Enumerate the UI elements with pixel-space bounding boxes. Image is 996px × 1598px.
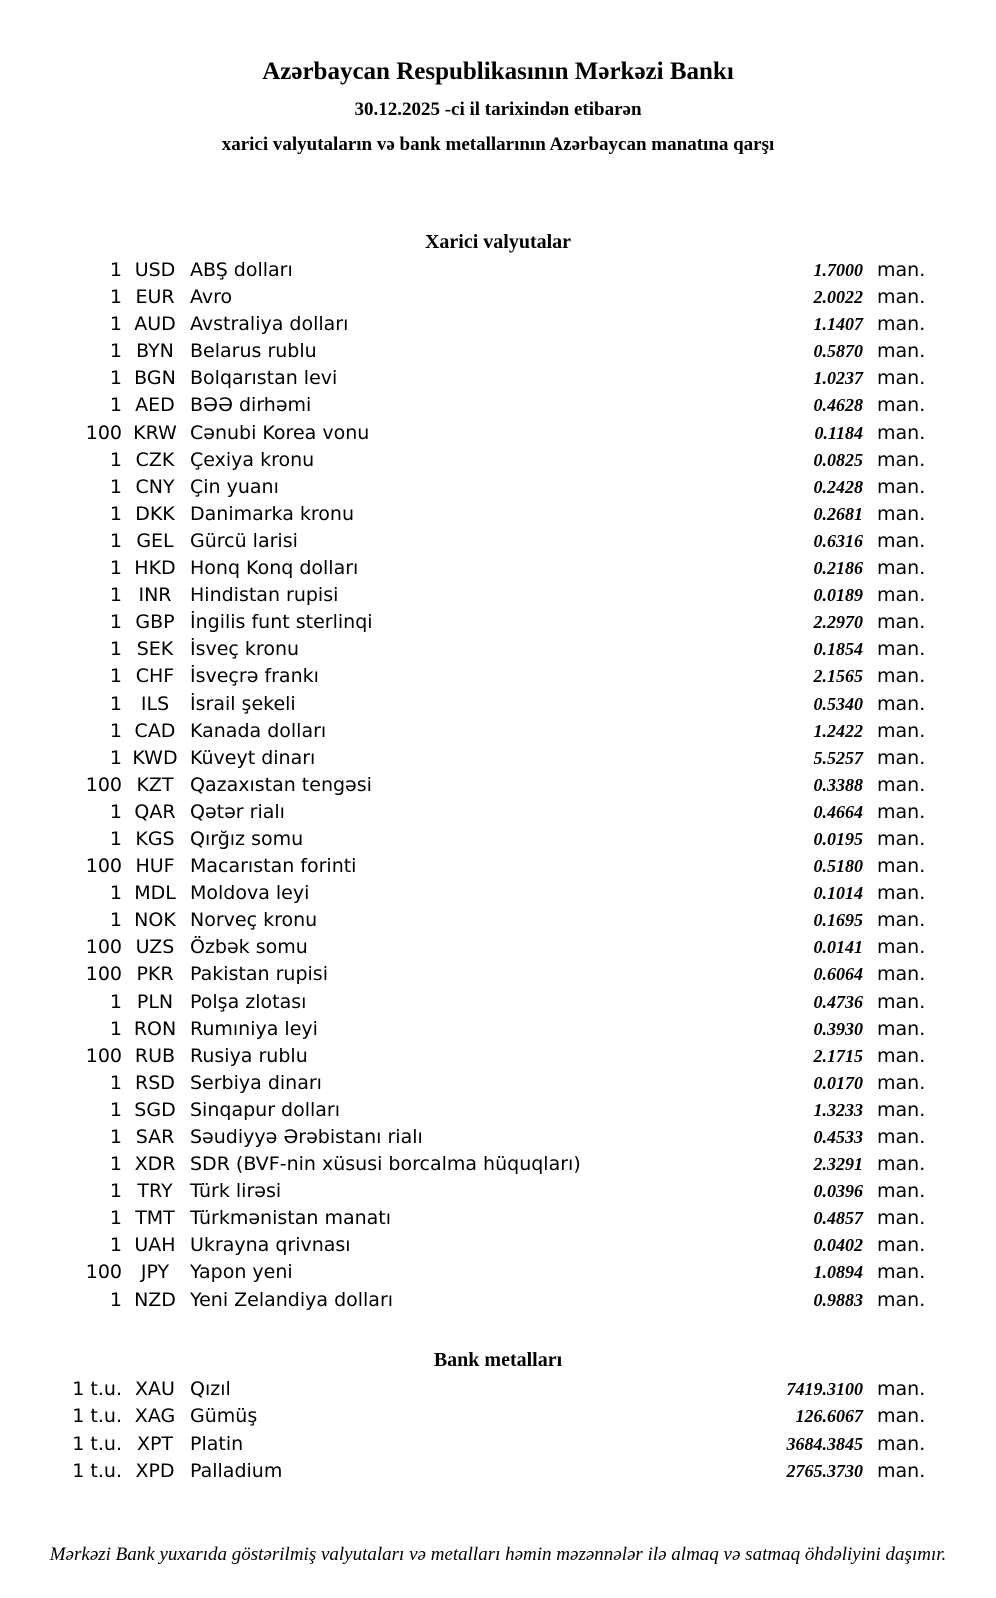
- currency-name: SDR (BVF-nin xüsusi borcalma hüquqları): [190, 1153, 581, 1176]
- currency-rate: 0.1184: [814, 422, 863, 443]
- currency-row: [0, 392, 996, 419]
- currency-rate: 0.2186: [813, 558, 863, 579]
- currency-quantity: 1: [109, 882, 122, 905]
- currency-quantity: 1: [109, 367, 122, 390]
- currency-quantity: 1: [109, 827, 122, 850]
- metal-rate: 2765.3730: [786, 1460, 863, 1481]
- currency-quantity: 1: [109, 259, 122, 281]
- currency-unit-label: man.: [877, 313, 926, 336]
- currency-name: Cənubi Korea vonu: [190, 421, 370, 444]
- currency-name: Küveyt dinarı: [190, 746, 316, 769]
- currency-row: [0, 1205, 996, 1232]
- currency-rate: 1.2422: [813, 720, 863, 741]
- currency-name: Qətər rialı: [190, 800, 285, 823]
- currency-unit-label: man.: [877, 421, 926, 444]
- currency-code: CNY: [135, 475, 175, 498]
- currency-row: [0, 311, 996, 338]
- currency-code: HUF: [135, 855, 175, 878]
- currency-quantity: 100: [85, 1044, 122, 1067]
- page-title: Azərbaycan Respublikasının Mərkəzi Bankı: [262, 58, 734, 85]
- currency-rate: 1.1407: [813, 314, 863, 335]
- currency-name: Polşa zlotası: [190, 990, 307, 1013]
- currency-unit-label: man.: [877, 1180, 926, 1203]
- currency-row: [0, 1287, 996, 1314]
- metal-quantity: 1 t.u.: [72, 1459, 122, 1482]
- currency-code: TMT: [135, 1207, 175, 1230]
- metal-quantity: 1 t.u.: [72, 1378, 122, 1400]
- currency-row: [0, 1070, 996, 1097]
- currency-row: [0, 1178, 996, 1205]
- currency-rate: 0.1854: [813, 639, 863, 660]
- currency-unit-label: man.: [877, 611, 926, 634]
- currency-code: PKR: [136, 963, 174, 986]
- currency-unit-label: man.: [877, 340, 926, 363]
- currency-rate: 0.4857: [813, 1208, 863, 1229]
- currency-code: DKK: [135, 502, 175, 525]
- metal-unit-label: man.: [877, 1459, 926, 1482]
- currency-rate: 0.3930: [813, 1018, 863, 1039]
- currency-code: KZT: [136, 773, 174, 796]
- currency-row: [0, 934, 996, 961]
- currency-name: Bolqarıstan levi: [190, 367, 338, 390]
- currency-row: [0, 257, 996, 284]
- currency-row: [0, 826, 996, 853]
- currency-code: SEK: [136, 638, 174, 661]
- currency-rate: 0.0141: [813, 937, 863, 958]
- currency-code: UAH: [134, 1234, 176, 1257]
- currency-quantity: 1: [109, 448, 122, 471]
- currency-quantity: 100: [85, 936, 122, 959]
- currency-name: Özbək somu: [190, 936, 308, 959]
- currency-name: Danimarka kronu: [190, 502, 355, 525]
- metals-table: [0, 1376, 996, 1485]
- currency-row: [0, 420, 996, 447]
- currency-code: HKD: [134, 557, 176, 580]
- currency-name: Avstraliya dolları: [190, 313, 349, 336]
- currency-unit-label: man.: [877, 773, 926, 796]
- currency-rate: 0.0189: [813, 585, 863, 606]
- currency-rate: 0.1014: [813, 883, 863, 904]
- currency-rate: 0.3388: [813, 774, 863, 795]
- currency-rate: 0.4736: [813, 991, 863, 1012]
- metal-quantity: 1 t.u.: [72, 1432, 122, 1455]
- currency-quantity: 1: [109, 340, 122, 363]
- currency-rate: 0.1695: [813, 910, 863, 931]
- currency-unit-label: man.: [877, 286, 926, 309]
- currency-row: [0, 691, 996, 718]
- currency-unit-label: man.: [877, 475, 926, 498]
- currency-code: TRY: [137, 1180, 173, 1203]
- currency-code: ILS: [140, 692, 170, 715]
- currency-unit-label: man.: [877, 1234, 926, 1257]
- currency-name: Türk lirəsi: [190, 1180, 282, 1203]
- currency-rate: 0.5180: [813, 856, 863, 877]
- metal-name: Platin: [190, 1432, 244, 1455]
- currency-quantity: 1: [109, 557, 122, 580]
- currency-code: GEL: [136, 529, 174, 552]
- currency-code: MDL: [134, 882, 176, 905]
- currency-name: Gürcü larisi: [190, 529, 298, 552]
- currency-unit-label: man.: [877, 1153, 926, 1176]
- currency-unit-label: man.: [877, 529, 926, 552]
- currency-name: Yapon yeni: [190, 1261, 293, 1284]
- currency-name: Belarus rublu: [190, 340, 317, 363]
- metal-name: Palladium: [190, 1459, 283, 1482]
- page-subtitle: xarici valyutaların və bank metallarının Azərbaycan manatına qarşı: [221, 134, 775, 155]
- currency-name: Səudiyyə Ərəbistanı rialı: [190, 1126, 423, 1148]
- currency-name: Sinqapur dolları: [190, 1098, 341, 1121]
- currency-quantity: 100: [85, 421, 122, 444]
- currency-unit-label: man.: [877, 502, 926, 525]
- currency-quantity: 1: [109, 394, 122, 417]
- currency-quantity: 100: [85, 1261, 122, 1284]
- currency-rate: 0.2428: [813, 476, 863, 497]
- currency-code: KWD: [132, 746, 178, 769]
- currency-row: [0, 853, 996, 880]
- metal-rate: 126.6067: [795, 1406, 863, 1427]
- currency-quantity: 1: [109, 1126, 122, 1148]
- metal-row: [0, 1376, 996, 1403]
- currency-unit-label: man.: [877, 990, 926, 1013]
- currency-unit-label: man.: [877, 1288, 926, 1311]
- currency-quantity: 1: [109, 909, 122, 932]
- currency-rate: 0.5340: [813, 693, 863, 714]
- disclaimer-note: Mərkəzi Bank yuxarıda göstərilmiş valyutaları və metalları həmin məzənnələr ilə almaq və satmaq öhdəliyini daşımır.: [49, 1544, 947, 1565]
- currency-table: [0, 257, 996, 1314]
- currency-name: Ukrayna qrivnası: [190, 1234, 351, 1257]
- currency-quantity: 1: [109, 1180, 122, 1203]
- currency-rate: 2.2970: [813, 612, 863, 633]
- currency-unit-label: man.: [877, 557, 926, 580]
- currency-rate: 0.0170: [813, 1072, 863, 1093]
- currency-row: [0, 745, 996, 772]
- currency-row: [0, 609, 996, 636]
- currency-rate: 1.3233: [813, 1099, 863, 1120]
- currency-code: NZD: [134, 1288, 176, 1311]
- currency-quantity: 1: [109, 1288, 122, 1311]
- currency-quantity: 1: [109, 286, 122, 309]
- currency-quantity: 1: [109, 746, 122, 769]
- currency-unit-label: man.: [877, 746, 926, 769]
- currency-code: INR: [138, 584, 172, 607]
- currency-row: [0, 582, 996, 609]
- currency-code: GBP: [135, 611, 175, 634]
- currency-row: [0, 636, 996, 663]
- currency-row: [0, 365, 996, 392]
- currency-row: [0, 1124, 996, 1151]
- metal-row: [0, 1431, 996, 1458]
- currency-name: İngilis funt sterlinqi: [190, 611, 373, 634]
- currency-unit-label: man.: [877, 1071, 926, 1094]
- currency-unit-label: man.: [877, 719, 926, 742]
- currency-unit-label: man.: [877, 1044, 926, 1067]
- currency-code: RON: [133, 1017, 177, 1040]
- currency-name: ABŞ dolları: [190, 259, 293, 281]
- currency-name: Rumıniya leyi: [190, 1017, 318, 1040]
- metal-unit-label: man.: [877, 1405, 926, 1428]
- currency-code: BGN: [134, 367, 176, 390]
- currency-rate: 2.0022: [813, 287, 863, 308]
- currency-name: Moldova leyi: [190, 882, 310, 905]
- currency-unit-label: man.: [877, 882, 926, 905]
- currency-row: [0, 880, 996, 907]
- currency-code: PLN: [136, 990, 174, 1013]
- currency-quantity: 1: [109, 638, 122, 661]
- currency-quantity: 1: [109, 475, 122, 498]
- currency-code: RSD: [135, 1071, 175, 1094]
- currency-quantity: 1: [109, 611, 122, 634]
- currency-row: [0, 1259, 996, 1286]
- effective-date-line: 30.12.2025 -ci il tarixindən etibarən: [354, 99, 642, 120]
- currency-quantity: 1: [109, 1207, 122, 1230]
- currency-name: Honq Konq dolları: [190, 557, 359, 580]
- currency-code: QAR: [134, 800, 176, 823]
- currency-row: [0, 284, 996, 311]
- currency-unit-label: man.: [877, 259, 926, 281]
- metal-name: Qızıl: [190, 1378, 231, 1400]
- currency-row: [0, 772, 996, 799]
- metal-row: [0, 1458, 996, 1485]
- currency-rate: 0.6316: [813, 530, 863, 551]
- currency-unit-label: man.: [877, 1017, 926, 1040]
- currency-row: [0, 528, 996, 555]
- currency-rate: 0.6064: [813, 964, 863, 985]
- currency-name: Türkmənistan manatı: [190, 1207, 392, 1230]
- currency-name: Pakistan rupisi: [190, 963, 328, 986]
- currency-row: [0, 989, 996, 1016]
- currency-quantity: 1: [109, 990, 122, 1013]
- currency-unit-label: man.: [877, 1126, 926, 1148]
- currency-code: UZS: [135, 936, 175, 959]
- currency-name: İsveç kronu: [190, 638, 300, 661]
- currency-quantity: 1: [109, 719, 122, 742]
- currency-code: SAR: [135, 1126, 175, 1148]
- currency-name: Hindistan rupisi: [190, 584, 339, 607]
- currency-unit-label: man.: [877, 855, 926, 878]
- currency-name: Rusiya rublu: [190, 1044, 308, 1067]
- currency-row: [0, 799, 996, 826]
- currency-unit-label: man.: [877, 367, 926, 390]
- currencies-section-title: Xarici valyutalar: [424, 231, 572, 253]
- currency-rate: 1.0237: [813, 368, 863, 389]
- currency-rate: 0.0195: [813, 828, 863, 849]
- metals-section-title: Bank metalları: [433, 1349, 563, 1371]
- currency-name: Kanada dolları: [190, 719, 327, 742]
- currency-rate: 0.0396: [813, 1181, 863, 1202]
- currency-quantity: 1: [109, 665, 122, 688]
- currency-rate: 2.1715: [813, 1045, 863, 1066]
- currency-code: USD: [134, 259, 176, 281]
- currency-code: CAD: [134, 719, 176, 742]
- currency-row: [0, 1016, 996, 1043]
- currency-rate: 0.4628: [813, 395, 863, 416]
- currency-quantity: 1: [109, 502, 122, 525]
- currency-unit-label: man.: [877, 827, 926, 850]
- currency-quantity: 1: [109, 529, 122, 552]
- currency-quantity: 1: [109, 1071, 122, 1094]
- currency-name: Qırğız somu: [190, 827, 304, 850]
- metal-unit-label: man.: [877, 1432, 926, 1455]
- currency-name: Norveç kronu: [190, 909, 318, 932]
- currency-rate: 2.3291: [813, 1154, 863, 1175]
- currency-name: Yeni Zelandiya dolları: [190, 1288, 394, 1311]
- metal-code: XAU: [135, 1378, 175, 1400]
- currency-code: SGD: [134, 1098, 176, 1121]
- currency-rate: 0.9883: [813, 1289, 863, 1310]
- metal-code: XPT: [136, 1432, 174, 1455]
- currency-quantity: 1: [109, 800, 122, 823]
- currency-unit-label: man.: [877, 665, 926, 688]
- metal-unit-label: man.: [877, 1378, 926, 1400]
- currency-rate: 2.1565: [813, 666, 863, 687]
- currency-name: Avro: [190, 286, 233, 309]
- currency-row: [0, 555, 996, 582]
- currency-name: Çin yuanı: [190, 475, 279, 498]
- currency-code: KGS: [135, 827, 175, 850]
- currency-row: [0, 961, 996, 988]
- currency-code: AED: [135, 394, 175, 417]
- currency-unit-label: man.: [877, 1098, 926, 1121]
- currency-row: [0, 663, 996, 690]
- currency-code: JPY: [140, 1261, 170, 1284]
- currency-quantity: 1: [109, 313, 122, 336]
- currency-rate: 0.0825: [813, 449, 863, 470]
- currency-row: [0, 338, 996, 365]
- currency-rate: 0.2681: [813, 503, 863, 524]
- currency-rate: 0.0402: [813, 1235, 863, 1256]
- metal-code: XPD: [135, 1459, 175, 1482]
- currency-name: Çexiya kronu: [190, 448, 315, 471]
- currency-unit-label: man.: [877, 584, 926, 607]
- currency-rate: 5.5257: [813, 747, 863, 768]
- currency-code: AUD: [134, 313, 176, 336]
- currency-row: [0, 1151, 996, 1178]
- currency-row: [0, 1232, 996, 1259]
- metal-rate: 3684.3845: [786, 1433, 863, 1454]
- currency-quantity: 1: [109, 692, 122, 715]
- currency-code: CZK: [135, 448, 175, 471]
- currency-quantity: 100: [85, 963, 122, 986]
- currency-code: RUB: [134, 1044, 176, 1067]
- currency-unit-label: man.: [877, 448, 926, 471]
- currency-row: [0, 1097, 996, 1124]
- metal-code: XAG: [134, 1405, 176, 1428]
- currency-name: Macarıstan forinti: [190, 855, 357, 878]
- currency-rate: 1.0894: [813, 1262, 863, 1283]
- currency-rate: 0.5870: [813, 341, 863, 362]
- currency-code: BYN: [136, 340, 174, 363]
- currency-row: [0, 718, 996, 745]
- metal-row: [0, 1403, 996, 1430]
- currency-code: XDR: [134, 1153, 176, 1176]
- currency-name: İsveçrə frankı: [190, 665, 319, 688]
- currency-rate: 0.4533: [813, 1127, 863, 1147]
- currency-name: İsrail şekeli: [190, 692, 296, 715]
- currency-unit-label: man.: [877, 1261, 926, 1284]
- currency-name: Qazaxıstan tengəsi: [190, 773, 372, 796]
- currency-row: [0, 447, 996, 474]
- currency-row: [0, 1043, 996, 1070]
- currency-row: [0, 474, 996, 501]
- currency-quantity: 1: [109, 1098, 122, 1121]
- currency-rate: 0.4664: [813, 801, 863, 822]
- currency-unit-label: man.: [877, 692, 926, 715]
- metal-rate: 7419.3100: [786, 1379, 863, 1399]
- currency-unit-label: man.: [877, 638, 926, 661]
- currency-name: BƏƏ dirhəmi: [190, 394, 312, 417]
- currency-code: EUR: [135, 286, 175, 309]
- currency-code: CHF: [135, 665, 175, 688]
- currency-row: [0, 501, 996, 528]
- currency-code: KRW: [133, 421, 177, 444]
- currency-quantity: 1: [109, 1017, 122, 1040]
- currency-row: [0, 907, 996, 934]
- currency-rate: 1.7000: [813, 260, 863, 280]
- currency-quantity: 1: [109, 1234, 122, 1257]
- currency-name: Serbiya dinarı: [190, 1071, 322, 1094]
- currency-unit-label: man.: [877, 936, 926, 959]
- currency-quantity: 100: [85, 773, 122, 796]
- currency-quantity: 1: [109, 584, 122, 607]
- currency-unit-label: man.: [877, 963, 926, 986]
- currency-unit-label: man.: [877, 394, 926, 417]
- metal-name: Gümüş: [190, 1405, 258, 1428]
- currency-unit-label: man.: [877, 909, 926, 932]
- currency-code: NOK: [134, 909, 176, 932]
- currency-unit-label: man.: [877, 800, 926, 823]
- currency-unit-label: man.: [877, 1207, 926, 1230]
- currency-quantity: 1: [109, 1153, 122, 1176]
- currency-quantity: 100: [85, 855, 122, 878]
- metal-quantity: 1 t.u.: [72, 1405, 122, 1428]
